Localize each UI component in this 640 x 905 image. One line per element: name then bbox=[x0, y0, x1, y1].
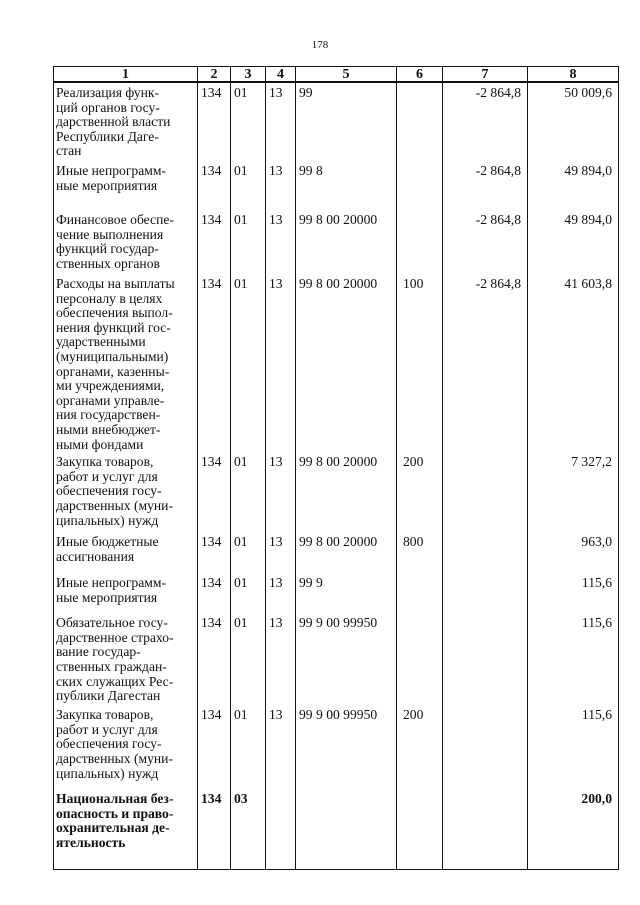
row-name-cell: Реализация функ- ций органов госу- дарственной власти Республики Даге- стан bbox=[54, 82, 198, 161]
table-row bbox=[54, 210, 619, 274]
row-name-cell: Иные непрограмм- ные мероприятия bbox=[54, 161, 198, 210]
row-rz-cell: 01 bbox=[231, 573, 266, 613]
table-row bbox=[54, 573, 619, 613]
row-vr-cell: 200 bbox=[397, 452, 443, 532]
row-csr-cell: 99 bbox=[296, 82, 397, 161]
row-rz-cell: 01 bbox=[231, 613, 266, 705]
row-ved-cell: 134 bbox=[198, 532, 231, 573]
row-change-cell bbox=[443, 705, 528, 789]
row-change-cell: -2 864,8 bbox=[443, 161, 528, 210]
row-change-cell bbox=[443, 613, 528, 705]
row-change-cell bbox=[443, 573, 528, 613]
header-col-1: 1 bbox=[54, 67, 198, 83]
row-vr-cell bbox=[397, 573, 443, 613]
row-total-cell: 115,6 bbox=[528, 573, 619, 613]
row-name-cell: Расходы на выплаты персоналу в целях обеспечения выпол- нения функций гос- ударственными (муниципальными) органами, казенны- ми учреждениями, органами управле- ния государствен- ными внебюджет- ными фондами bbox=[54, 274, 198, 452]
row-total-cell: 41 603,8 bbox=[528, 274, 619, 452]
row-rz-cell: 01 bbox=[231, 210, 266, 274]
row-ved-cell: 134 bbox=[198, 613, 231, 705]
row-total-cell: 115,6 bbox=[528, 613, 619, 705]
row-change-cell bbox=[443, 452, 528, 532]
row-rz-cell: 01 bbox=[231, 705, 266, 789]
row-vr-cell: 100 bbox=[397, 274, 443, 452]
table-row bbox=[54, 789, 619, 870]
row-csr-cell: 99 8 00 20000 bbox=[296, 210, 397, 274]
row-change-cell bbox=[443, 789, 528, 870]
row-name-cell: Закупка товаров, работ и услуг для обеспечения госу- дарственных (муни- ципальных) нужд bbox=[54, 452, 198, 532]
row-name-cell: Финансовое обеспе- чение выполнения функций государ- ственных органов bbox=[54, 210, 198, 274]
row-ved-cell: 134 bbox=[198, 274, 231, 452]
row-pr-cell: 13 bbox=[266, 274, 296, 452]
row-total-cell: 963,0 bbox=[528, 532, 619, 573]
header-col-5: 5 bbox=[296, 67, 397, 83]
row-rz-cell: 01 bbox=[231, 532, 266, 573]
row-vr-cell bbox=[397, 161, 443, 210]
row-total-cell: 49 894,0 bbox=[528, 161, 619, 210]
row-vr-cell bbox=[397, 789, 443, 870]
table-row bbox=[54, 82, 619, 161]
header-col-6: 6 bbox=[397, 67, 443, 83]
row-vr-cell bbox=[397, 613, 443, 705]
row-change-cell: -2 864,8 bbox=[443, 210, 528, 274]
header-col-2: 2 bbox=[198, 67, 231, 83]
row-csr-cell: 99 8 00 20000 bbox=[296, 452, 397, 532]
budget-table bbox=[53, 66, 619, 870]
table-row bbox=[54, 452, 619, 532]
row-ved-cell: 134 bbox=[198, 705, 231, 789]
row-rz-cell: 01 bbox=[231, 82, 266, 161]
row-total-cell: 200,0 bbox=[528, 789, 619, 870]
row-total-cell: 7 327,2 bbox=[528, 452, 619, 532]
row-change-cell: -2 864,8 bbox=[443, 82, 528, 161]
row-pr-cell: 13 bbox=[266, 161, 296, 210]
row-name-cell: Обязательное госу- дарственное страхо- вание государ- ственных граждан- ских служащих Рес- публики Дагестан bbox=[54, 613, 198, 705]
header-col-7: 7 bbox=[443, 67, 528, 83]
row-csr-cell: 99 8 00 20000 bbox=[296, 274, 397, 452]
row-name-cell: Закупка товаров, работ и услуг для обеспечения госу- дарственных (муни- ципальных) нужд bbox=[54, 705, 198, 789]
row-total-cell: 115,6 bbox=[528, 705, 619, 789]
row-pr-cell: 13 bbox=[266, 210, 296, 274]
page-number: 178 bbox=[311, 39, 329, 51]
row-change-cell: -2 864,8 bbox=[443, 274, 528, 452]
row-pr-cell: 13 bbox=[266, 573, 296, 613]
row-total-cell: 49 894,0 bbox=[528, 210, 619, 274]
table-row bbox=[54, 532, 619, 573]
row-pr-cell: 13 bbox=[266, 452, 296, 532]
row-vr-cell: 800 bbox=[397, 532, 443, 573]
table-row bbox=[54, 161, 619, 210]
row-csr-cell: 99 9 00 99950 bbox=[296, 705, 397, 789]
row-name-cell: Иные непрограмм- ные мероприятия bbox=[54, 573, 198, 613]
row-csr-cell: 99 9 00 99950 bbox=[296, 613, 397, 705]
row-vr-cell: 200 bbox=[397, 705, 443, 789]
row-rz-cell: 01 bbox=[231, 161, 266, 210]
row-csr-cell bbox=[296, 789, 397, 870]
row-name-cell: Национальная без- опасность и право- охранительная де- ятельность bbox=[54, 789, 198, 870]
table-row bbox=[54, 613, 619, 705]
row-ved-cell: 134 bbox=[198, 452, 231, 532]
row-pr-cell: 13 bbox=[266, 705, 296, 789]
row-pr-cell: 13 bbox=[266, 82, 296, 161]
row-pr-cell bbox=[266, 789, 296, 870]
table-row bbox=[54, 705, 619, 789]
table-header-row bbox=[54, 67, 619, 83]
row-ved-cell: 134 bbox=[198, 789, 231, 870]
table-row bbox=[54, 274, 619, 452]
row-change-cell bbox=[443, 532, 528, 573]
row-vr-cell bbox=[397, 210, 443, 274]
row-csr-cell: 99 9 bbox=[296, 573, 397, 613]
row-ved-cell: 134 bbox=[198, 210, 231, 274]
row-ved-cell: 134 bbox=[198, 161, 231, 210]
row-rz-cell: 01 bbox=[231, 452, 266, 532]
row-ved-cell: 134 bbox=[198, 573, 231, 613]
row-rz-cell: 03 bbox=[231, 789, 266, 870]
header-col-8: 8 bbox=[528, 67, 619, 83]
table-body bbox=[54, 82, 619, 870]
row-csr-cell: 99 8 bbox=[296, 161, 397, 210]
row-total-cell: 50 009,6 bbox=[528, 82, 619, 161]
row-pr-cell: 13 bbox=[266, 532, 296, 573]
row-pr-cell: 13 bbox=[266, 613, 296, 705]
header-col-3: 3 bbox=[231, 67, 266, 83]
row-name-cell: Иные бюджетные ассигнования bbox=[54, 532, 198, 573]
row-csr-cell: 99 8 00 20000 bbox=[296, 532, 397, 573]
row-vr-cell bbox=[397, 82, 443, 161]
header-col-4: 4 bbox=[266, 67, 296, 83]
row-ved-cell: 134 bbox=[198, 82, 231, 161]
row-rz-cell: 01 bbox=[231, 274, 266, 452]
